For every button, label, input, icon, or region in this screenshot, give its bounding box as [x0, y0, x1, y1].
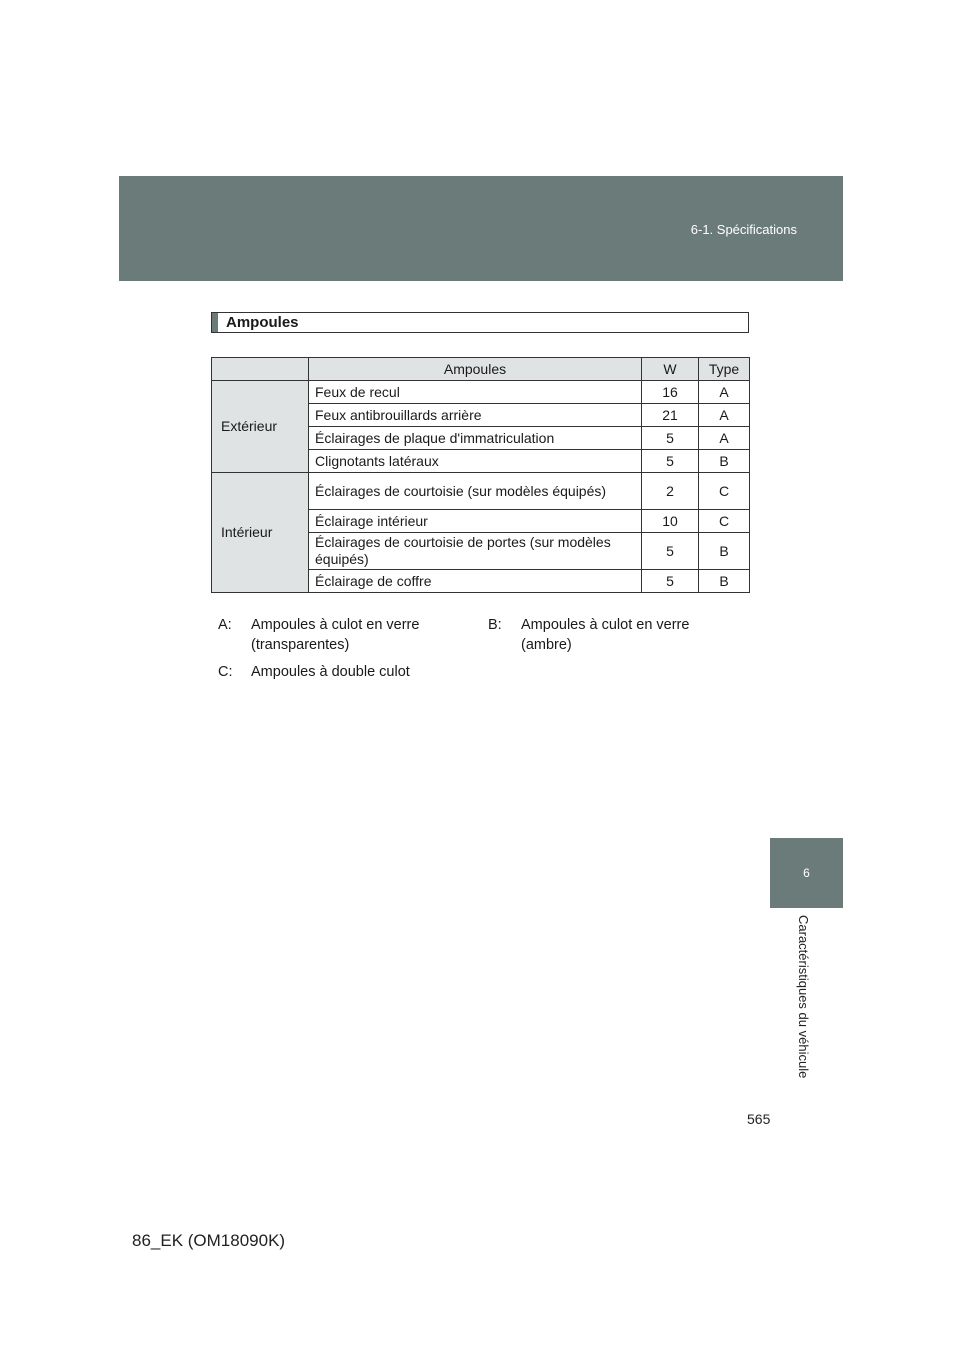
legend-text: Ampoules à double culot — [251, 664, 410, 680]
page-header — [119, 176, 843, 281]
legend-key: A: — [218, 617, 232, 633]
bulb-watt: 5 — [642, 533, 699, 570]
bulb-type: B — [699, 533, 750, 570]
section-title — [211, 312, 749, 333]
bulb-name: Éclairage de coffre — [309, 570, 642, 593]
bulb-name: Éclairages de plaque d'immatriculation — [309, 427, 642, 450]
bulb-type: C — [699, 473, 750, 510]
table-row — [212, 381, 750, 404]
document-code: 86_EK (OM18090K) — [132, 1231, 286, 1250]
header-name: Ampoules — [309, 358, 642, 381]
bulb-watt: 5 — [642, 570, 699, 593]
bulb-type: A — [699, 404, 750, 427]
bulb-name: Feux antibrouillards arrière — [309, 404, 642, 427]
group-label-exterior: Extérieur — [212, 381, 309, 473]
table-header-row — [212, 358, 750, 381]
bulb-watt: 16 — [642, 381, 699, 404]
bulb-name: Éclairages de courtoisie de portes (sur modèles équipés) — [309, 533, 642, 570]
chapter-number: 6 — [803, 866, 810, 880]
legend-text: Ampoules à culot en verre (transparentes) — [251, 617, 420, 653]
bulb-type: B — [699, 450, 750, 473]
legend-text: Ampoules à culot en verre (ambre) — [521, 617, 690, 653]
table-row — [212, 473, 750, 510]
header-type: Type — [699, 358, 750, 381]
bulb-watt: 5 — [642, 450, 699, 473]
bulb-name: Feux de recul — [309, 381, 642, 404]
bulb-name: Éclairages de courtoisie (sur modèles équipés) — [309, 473, 642, 510]
page-number: 565 — [747, 1111, 771, 1127]
legend-key: C: — [218, 664, 233, 680]
bulb-watt: 10 — [642, 510, 699, 533]
chapter-tab — [770, 838, 843, 908]
header-group — [212, 358, 309, 381]
bulb-name: Éclairage intérieur — [309, 510, 642, 533]
bulb-type: B — [699, 570, 750, 593]
section-title-label: Ampoules — [226, 314, 299, 331]
bulb-type: A — [699, 427, 750, 450]
bulb-watt: 21 — [642, 404, 699, 427]
section-title-bar — [212, 313, 218, 332]
group-label-interior: Intérieur — [212, 473, 309, 593]
bulb-type: C — [699, 510, 750, 533]
chapter-label: Caractéristiques du véhicule — [796, 915, 811, 1079]
bulb-watt: 5 — [642, 427, 699, 450]
bulb-name: Clignotants latéraux — [309, 450, 642, 473]
bulb-watt: 2 — [642, 473, 699, 510]
bulb-type: A — [699, 381, 750, 404]
legend-key: B: — [488, 617, 502, 633]
header-w: W — [642, 358, 699, 381]
bulbs-table — [211, 357, 750, 593]
header-section-label: 6-1. Spécifications — [690, 222, 797, 237]
